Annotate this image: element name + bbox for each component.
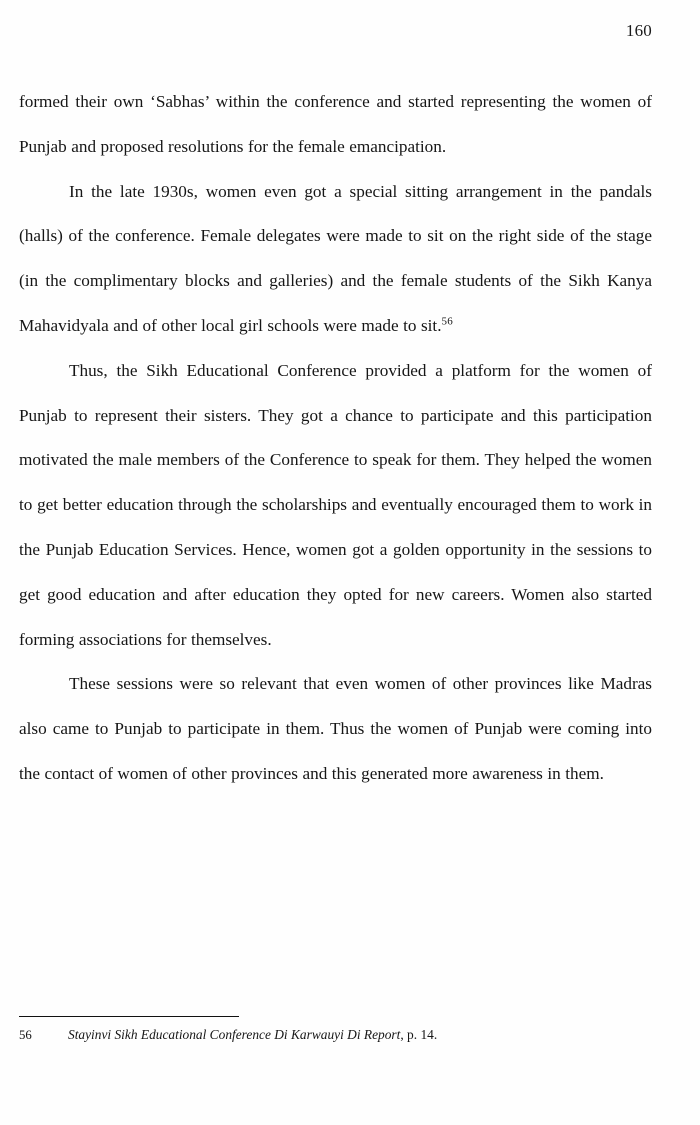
paragraph-1: [19, 80, 652, 170]
footnote-reference-56[interactable]: 56: [441, 315, 454, 328]
paragraph-4-text: These sessions were so relevant that even women of other provinces like Madras also came to Punjab to participate in them. Thus the women of Punjab were coming into the contact of women of other provinces and this generated more awareness in them.: [19, 674, 652, 783]
paragraph-3: [19, 349, 652, 663]
paragraph-2-text: In the late 1930s, women even got a special sitting arrangement in the pandals (halls) of the conference. Female delegates were made to sit on the right side of the stage (in the complimentary blocks and galleries) and the female students of the Sikh Kanya Mahavidyala and of other local girl schools were made to sit.: [19, 181, 652, 335]
footnote-entry: [19, 1026, 652, 1044]
footnote-title: Stayinvi Sikh Educational Conference Di Karwauyi Di Report: [68, 1027, 401, 1042]
body-text-block: [19, 80, 652, 797]
footnote-page-citation: , p. 14.: [400, 1027, 438, 1042]
paragraph-4: [19, 662, 652, 796]
page-number: 160: [625, 21, 652, 40]
paragraph-3-text: Thus, the Sikh Educational Conference provided a platform for the women of Punjab to represent their sisters. They got a chance to participate and this participation motivated the male members of the Conference to speak for them. They helped the women to get better education through the scholarships and eventually encouraged them to work in the Punjab Education Services. Hence, women got a golden opportunity in the sessions to get good education and after education they opted for new careers. Women also started forming associations for themselves.: [19, 360, 652, 649]
paragraph-1-text: formed their own ‘Sabhas’ within the conference and started representing the women of Punjab and proposed resolutions for the female emancipation.: [19, 92, 652, 156]
paragraph-2: [19, 170, 652, 349]
footnote-number: 56: [19, 1028, 32, 1042]
footnote-area: [19, 1016, 652, 1044]
footnote-separator-rule: [19, 1016, 239, 1017]
